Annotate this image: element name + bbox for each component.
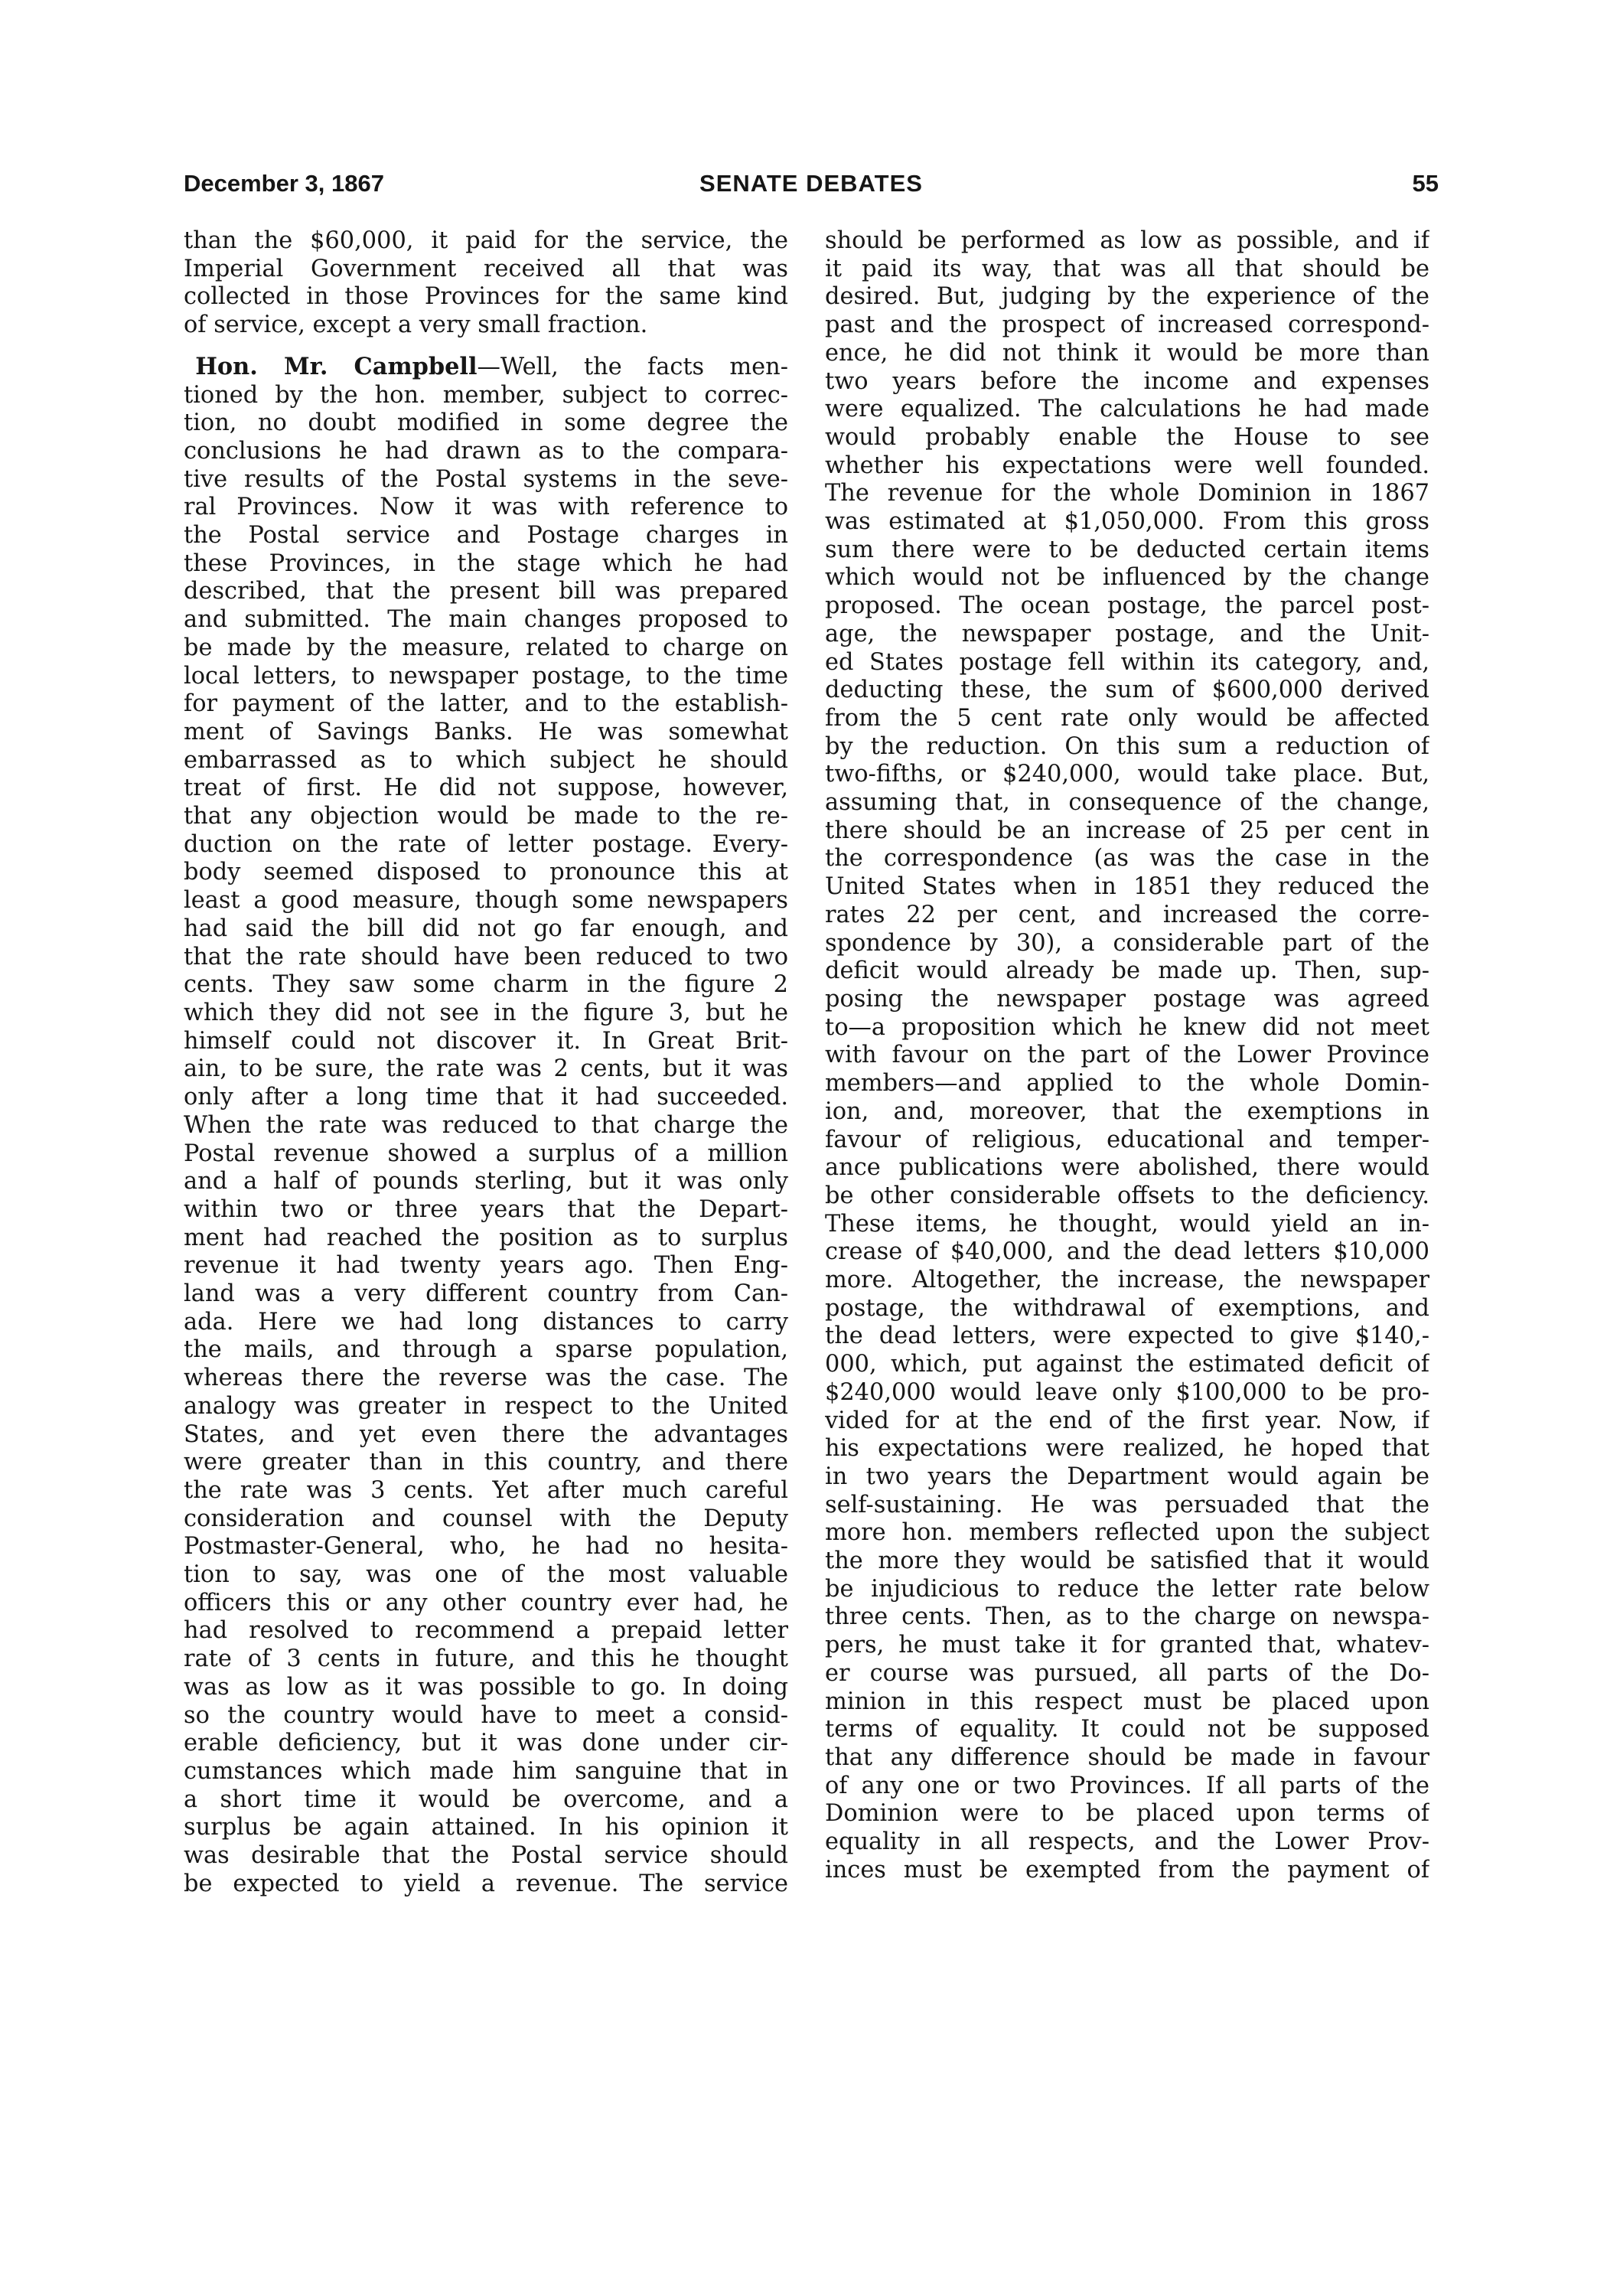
text-line: Dominion were to be placed upon terms of bbox=[825, 1800, 1429, 1828]
text-line: conclusions he had drawn as to the compara- bbox=[184, 437, 788, 465]
text-line: tive results of the Postal systems in the seve- bbox=[184, 465, 788, 493]
text-line: pers, he must take it for granted that, whatev- bbox=[825, 1632, 1429, 1659]
text-line: collected in those Provinces for the same kind bbox=[184, 283, 788, 311]
text-line: crease of $40,000, and the dead letters $10,000 bbox=[825, 1238, 1429, 1266]
text-line: proposed. The ocean postage, the parcel post- bbox=[825, 592, 1429, 620]
speaker-name: Hon. Mr. Campbell bbox=[195, 352, 478, 380]
text-line: The revenue for the whole Dominion in 1867 bbox=[825, 480, 1429, 507]
text-line: be made by the measure, related to charge on bbox=[184, 634, 788, 661]
text-line: rates 22 per cent, and increased the corre- bbox=[825, 901, 1429, 928]
text-line: posing the newspaper postage was agreed bbox=[825, 985, 1429, 1013]
text-line: that the rate should have been reduced to two bbox=[184, 943, 788, 970]
text-line: more. Altogether, the increase, the newspaper bbox=[825, 1267, 1429, 1294]
text-line: there should be an increase of 25 per cent in bbox=[825, 817, 1429, 844]
right-column bbox=[825, 227, 1429, 1980]
text-line: local letters, to newspaper postage, to the time bbox=[184, 662, 788, 690]
text-line: embarrassed as to which subject he should bbox=[184, 746, 788, 774]
text-line: of service, except a very small fraction. bbox=[184, 311, 648, 339]
text-line: the correspondence (as was the case in the bbox=[825, 845, 1429, 872]
text-line: which they did not see in the figure 3, but he bbox=[184, 999, 788, 1026]
header-page-number: 55 bbox=[1412, 170, 1439, 197]
text-line: ment of Savings Banks. He was somewhat bbox=[184, 718, 788, 745]
paragraph-continued bbox=[184, 227, 788, 340]
text-line: deducting these, the sum of $600,000 derived bbox=[825, 677, 1429, 704]
text-line: favour of religious, educational and temper- bbox=[825, 1126, 1429, 1153]
text-line: ion, and, moreover, that the exemptions in bbox=[825, 1097, 1429, 1125]
text-line: ada. Here we had long distances to carry bbox=[184, 1308, 788, 1336]
text-line: ment had reached the position as to surplus bbox=[184, 1224, 788, 1251]
text-line: was desirable that the Postal service should bbox=[184, 1842, 788, 1870]
text-line bbox=[184, 353, 788, 382]
text-line: postage, the withdrawal of exemptions, and bbox=[825, 1294, 1429, 1322]
text-line: the dead letters, were expected to give $140,- bbox=[825, 1322, 1429, 1350]
text-line: more hon. members reflected upon the subject bbox=[825, 1519, 1429, 1547]
text-line: had resolved to recommend a prepaid letter bbox=[184, 1617, 788, 1645]
text-line: with favour on the part of the Lower Province bbox=[825, 1042, 1429, 1069]
text-line: within two or three years that the Depart- bbox=[184, 1195, 788, 1223]
text-line: two-fifths, or $240,000, would take place. But, bbox=[825, 761, 1429, 788]
text-line: were equalized. The calculations he had made bbox=[825, 396, 1429, 423]
left-column bbox=[184, 227, 788, 1980]
text-line: whereas there the reverse was the case. The bbox=[184, 1365, 788, 1392]
text-line: 000, which, put against the estimated deficit of bbox=[825, 1351, 1429, 1378]
text-line: two years before the income and expenses bbox=[825, 367, 1429, 395]
text-line: Imperial Government received all that was bbox=[184, 255, 788, 282]
text-line: officers this or any other country ever had, he bbox=[184, 1589, 788, 1616]
text-line: vided for at the end of the first year. Now, if bbox=[825, 1407, 1429, 1434]
text-line: surplus be again attained. In his opinion it bbox=[184, 1814, 788, 1841]
text-line: whether his expectations were well founded. bbox=[825, 452, 1429, 479]
page-header bbox=[184, 170, 1439, 207]
text-line: be expected to yield a revenue. The service bbox=[184, 1870, 788, 1897]
text-line: past and the prospect of increased correspond- bbox=[825, 311, 1429, 339]
text-line: rate of 3 cents in future, and this he thought bbox=[184, 1645, 788, 1673]
text-line: only after a long time that it had succeeded. bbox=[184, 1084, 788, 1111]
text-line: ance publications were abolished, there would bbox=[825, 1154, 1429, 1182]
text-line: these Provinces, in the stage which he had bbox=[184, 550, 788, 577]
text-line: duction on the rate of letter postage. Every- bbox=[184, 830, 788, 858]
text-line: Postal revenue showed a surplus of a million bbox=[184, 1140, 788, 1167]
text-line: deficit would already be made up. Then, sup- bbox=[825, 957, 1429, 985]
text-line: cents. They saw some charm in the figure 2 bbox=[184, 971, 788, 999]
text-line: erable deficiency, but it was done under cir- bbox=[184, 1730, 788, 1757]
text-line: to—a proposition which he knew did not meet bbox=[825, 1013, 1429, 1041]
text-line: $240,000 would leave only $100,000 to be pro- bbox=[825, 1378, 1429, 1406]
text-line: revenue it had twenty years ago. Then Eng- bbox=[184, 1252, 788, 1280]
text-line: age, the newspaper postage, and the Unit- bbox=[825, 620, 1429, 647]
text-line: which would not be influenced by the change bbox=[825, 564, 1429, 592]
text-line: States, and yet even there the advantages bbox=[184, 1420, 788, 1448]
text-line: and submitted. The main changes proposed to bbox=[184, 606, 788, 634]
text-line: equality in all respects, and the Lower Prov- bbox=[825, 1828, 1429, 1856]
text-line: analogy was greater in respect to the United bbox=[184, 1392, 788, 1420]
text-line: himself could not discover it. In Great Brit- bbox=[184, 1027, 788, 1055]
text-line: cumstances which made him sanguine that in bbox=[184, 1757, 788, 1785]
text-line: the rate was 3 cents. Yet after much careful bbox=[184, 1476, 788, 1504]
text-line: was as low as it was possible to go. In doing bbox=[184, 1673, 788, 1701]
text-line: er course was pursued, all parts of the Do- bbox=[825, 1659, 1429, 1687]
text-line: spondence by 30), a considerable part of the bbox=[825, 929, 1429, 957]
text-line: from the 5 cent rate only would be affected bbox=[825, 704, 1429, 732]
header-title: SENATE DEBATES bbox=[699, 170, 923, 197]
text-line: that any objection would be made to the re- bbox=[184, 803, 788, 830]
text-line: were greater than in this country, and there bbox=[184, 1449, 788, 1476]
text-line: the mails, and through a sparse population, bbox=[184, 1336, 788, 1364]
text-line: United States when in 1851 they reduced the bbox=[825, 873, 1429, 901]
text-line: body seemed disposed to pronounce this at bbox=[184, 859, 788, 886]
text-line: sum there were to be deducted certain items bbox=[825, 536, 1429, 563]
text-line: self-sustaining. He was persuaded that the bbox=[825, 1491, 1429, 1518]
text-line: land was a very different country from Can- bbox=[184, 1280, 788, 1308]
text-line: assuming that, in consequence of the change, bbox=[825, 789, 1429, 817]
text-line: be injudicious to reduce the letter rate below bbox=[825, 1575, 1429, 1603]
text-line: the more they would be satisfied that it would bbox=[825, 1548, 1429, 1575]
text-line: When the rate was reduced to that charge the bbox=[184, 1111, 788, 1139]
text-line: These items, he thought, would yield an in- bbox=[825, 1210, 1429, 1238]
text-line: ain, to be sure, the rate was 2 cents, but it was bbox=[184, 1055, 788, 1083]
text-line: members—and applied to the whole Domin- bbox=[825, 1070, 1429, 1097]
text-line: inces must be exempted from the payment of bbox=[825, 1856, 1429, 1883]
text-line: desired. But, judging by the experience of the bbox=[825, 283, 1429, 311]
text-line: tion to say, was one of the most valuable bbox=[184, 1561, 788, 1589]
text-line: Postmaster-General, who, he had no hesita- bbox=[184, 1533, 788, 1561]
text-line: should be performed as low as possible, and if bbox=[825, 227, 1429, 254]
text-line: minion in this respect must be placed upon bbox=[825, 1688, 1429, 1715]
text-line: his expectations were realized, he hoped that bbox=[825, 1435, 1429, 1463]
text-line: was estimated at $1,050,000. From this gross bbox=[825, 508, 1429, 536]
text-line: described, that the present bill was prepared bbox=[184, 578, 788, 605]
text-line: a short time it would be overcome, and a bbox=[184, 1786, 788, 1813]
text-line: ed States postage fell within its category, and, bbox=[825, 648, 1429, 676]
text-line: it paid its way, that was all that should be bbox=[825, 255, 1429, 282]
text-line: treat of first. He did not suppose, however, bbox=[184, 775, 788, 802]
text-line: tion, no doubt modified in some degree the bbox=[184, 409, 788, 437]
text-line: than the $60,000, it paid for the service, the bbox=[184, 227, 788, 254]
speaker-text: —Well, the facts men- bbox=[477, 353, 788, 380]
text-line: consideration and counsel with the Deputy bbox=[184, 1505, 788, 1532]
text-line: of any one or two Provinces. If all parts of the bbox=[825, 1772, 1429, 1799]
text-line: ral Provinces. Now it was with reference to bbox=[184, 494, 788, 521]
text-line: tioned by the hon. member, subject to correc- bbox=[184, 381, 788, 409]
text-line: and a half of pounds sterling, but it was only bbox=[184, 1168, 788, 1195]
text-line: three cents. Then, as to the charge on newspa- bbox=[825, 1603, 1429, 1631]
text-line: be other considerable offsets to the deficiency. bbox=[825, 1182, 1429, 1209]
text-line: the Postal service and Postage charges in bbox=[184, 522, 788, 550]
paragraph-campbell bbox=[184, 353, 788, 1899]
text-line: that any difference should be made in favour bbox=[825, 1743, 1429, 1771]
text-line: in two years the Department would again be bbox=[825, 1463, 1429, 1490]
text-line: ence, he did not think it would be more than bbox=[825, 339, 1429, 367]
text-line: by the reduction. On this sum a reduction of bbox=[825, 732, 1429, 760]
text-line: terms of equality. It could not be supposed bbox=[825, 1716, 1429, 1743]
paragraph-right bbox=[825, 227, 1429, 1884]
text-line: so the country would have to meet a consid- bbox=[184, 1701, 788, 1729]
text-line: would probably enable the House to see bbox=[825, 423, 1429, 451]
text-line: least a good measure, though some newspapers bbox=[184, 887, 788, 915]
text-line: for payment of the latter, and to the establish- bbox=[184, 690, 788, 718]
text-line: had said the bill did not go far enough, and bbox=[184, 915, 788, 942]
header-date: December 3, 1867 bbox=[184, 170, 384, 197]
